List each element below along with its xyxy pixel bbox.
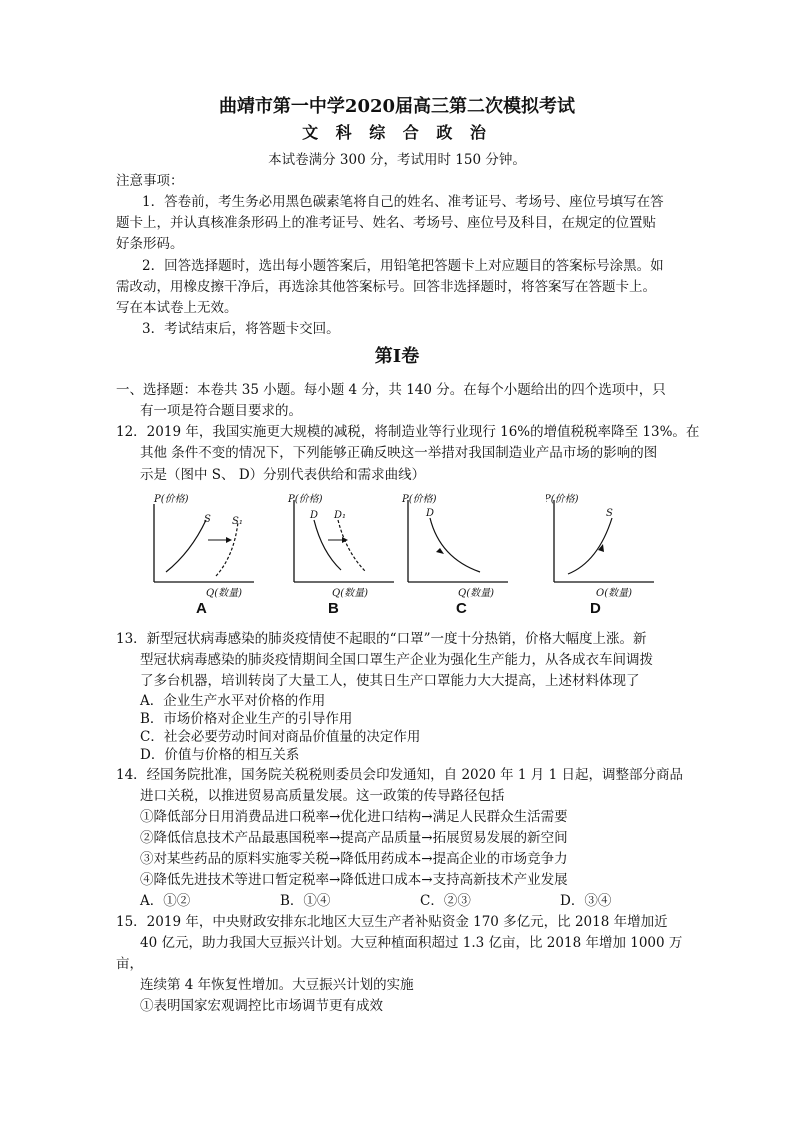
demand-curve-d1: [338, 520, 366, 572]
chart-d: [546, 492, 656, 600]
chart-c: [400, 492, 510, 600]
supply-curve-s: [568, 518, 612, 574]
question-13-option: A．企业生产水平对价格的作用: [140, 693, 326, 709]
question-13-text: 型冠状病毒感染的肺炎疫情期间全国口罩生产企业为强化生产能力，从各成衣车间调拨: [140, 652, 653, 668]
question-14-item: ④降低先进技术等进口暂定税率→降低进口成本→支持高新技术产业发展: [140, 872, 568, 888]
notes-line: 3．考试结束后，将答题卡交回。: [142, 321, 340, 337]
question-13-text: 了多台机器，培训转岗了大量工人，使其日生产口罩能力大大提高，上述材料体现了: [140, 673, 640, 689]
question-14-item: ②降低信息技术产品最惠国税率→提高产品质量→拓展贸易发展的新空间: [140, 830, 568, 846]
demand-curve-d: [430, 518, 480, 572]
chart-label-a: A: [196, 600, 207, 617]
y-axis-label: P(价格): [546, 494, 579, 505]
question-15-text: 连续第 4 年恢复性增加。大豆振兴计划的实施: [140, 977, 414, 993]
curve-label: S₁: [232, 516, 243, 527]
question-14-option: B．①④: [280, 893, 331, 909]
question-12-text: 示是（图中 S、 D）分别代表供给和需求曲线）: [140, 467, 426, 483]
question-13-option: D．价值与价格的相互关系: [140, 747, 300, 763]
question-14-text: 进口关税，以推进贸易高质量发展。这一政策的传导路径包括: [140, 788, 505, 804]
demand-curve-d: [314, 520, 341, 570]
x-axis-label: O(数量): [596, 588, 633, 599]
chart-label-b: B: [328, 600, 339, 617]
curve-label: D: [310, 510, 319, 521]
x-axis-label: Q(数量): [332, 588, 369, 599]
y-axis-label: P(价格): [288, 494, 323, 505]
question-14-option: C．②③: [420, 893, 471, 909]
notes-line: 题卡上，并认真核准条形码上的准考证号、姓名、考场号、座位号及科目，在规定的位置贴: [116, 215, 656, 231]
question-13-option: B．市场价格对企业生产的引导作用: [140, 711, 353, 727]
question-14-item: ①降低部分日用消费品进口税率→优化进口结构→满足人民群众生活需要: [140, 809, 568, 825]
question-13-text: 13．新型冠状病毒感染的肺炎疫情使不起眼的“口罩”一度十分热销，价格大幅度上涨。新: [116, 631, 647, 647]
question-12-text: 其他 条件不变的情况下，下列能够正确反映这一举措对我国制造业产品市场的影响的图: [140, 445, 658, 461]
section-title: 第Ⅰ卷: [374, 346, 420, 367]
notes-line: 2．回答选择题时，选出每小题答案后，用铅笔把答题卡上对应题目的答案标号涂黑。如: [142, 258, 664, 274]
question-15-text: 40 亿元，助力我国大豆振兴计划。大豆种植面积超过 1.3 亿亩，比 2018 年增加 1000 万: [140, 935, 683, 951]
chart-label-c: C: [456, 600, 467, 617]
chart-a: [146, 492, 256, 600]
x-axis-label: Q(数量): [206, 588, 243, 599]
question-15-text: 亩，: [116, 956, 143, 972]
supply-curve-s1: [216, 522, 238, 576]
curve-label: D: [426, 508, 435, 519]
notes-heading: 注意事项：: [116, 173, 184, 189]
chart-label-d: D: [590, 600, 601, 617]
section-instruction: 有一项是符合题目要求的。: [140, 403, 302, 419]
question-14-option: D．③④: [560, 893, 612, 909]
notes-line: 写在本试卷上无效。: [116, 300, 238, 316]
curve-label: S: [204, 514, 211, 525]
chart-b: [286, 492, 396, 600]
question-15-text: 15．2019 年，中央财政安排东北地区大豆生产者补贴资金 170 多亿元，比 2018 年增加近: [116, 914, 668, 930]
question-13-option: C．社会必要劳动时间对商品价值量的决定作用: [140, 729, 421, 745]
notes-line: 好条形码。: [116, 236, 184, 252]
movement-arrow: [436, 548, 444, 554]
notes-line: 1．答卷前，考生务必用黑色碳素笔将自己的姓名、准考证号、考场号、座位号填写在答: [142, 194, 664, 210]
supply-curve-s: [166, 520, 206, 572]
question-14-option: A．①②: [140, 893, 191, 909]
question-14-text: 14．经国务院批准，国务院关税税则委员会印发通知，自 2020 年 1 月 1 日起，调整部分商品: [116, 767, 683, 783]
question-12-text: 12．2019 年，我国实施更大规模的减税，将制造业等行业现行 16%的增值税税率降至 13%。在: [116, 424, 700, 440]
y-axis-label: P(价格): [154, 494, 189, 505]
curve-label: S: [606, 508, 613, 519]
curve-label: D₁: [334, 510, 347, 521]
question-15-item: ①表明国家宏观调控比市场调节更有成效: [140, 998, 383, 1014]
notes-line: 需改动，用橡皮擦干净后，再选涂其他答案标号。回答非选择题时，将答案写在答题卡上。: [116, 279, 656, 295]
exam-title: 曲靖市第一中学2020届高三第二次模拟考试: [218, 96, 576, 117]
y-axis-label: P(价格): [402, 494, 437, 505]
section-instruction: 一、选择题：本卷共 35 小题。每小题 4 分，共 140 分。在每个小题给出的四个选项中，只: [116, 382, 666, 398]
exam-info: 本试卷满分 300 分，考试用时 150 分钟。: [268, 152, 526, 168]
question-14-item: ③对某些药品的原料实施零关税→降低用药成本→提高企业的市场竞争力: [140, 851, 568, 867]
exam-subject: 文 科 综 合 政 治: [302, 123, 492, 142]
x-axis-label: Q(数量): [458, 588, 495, 599]
